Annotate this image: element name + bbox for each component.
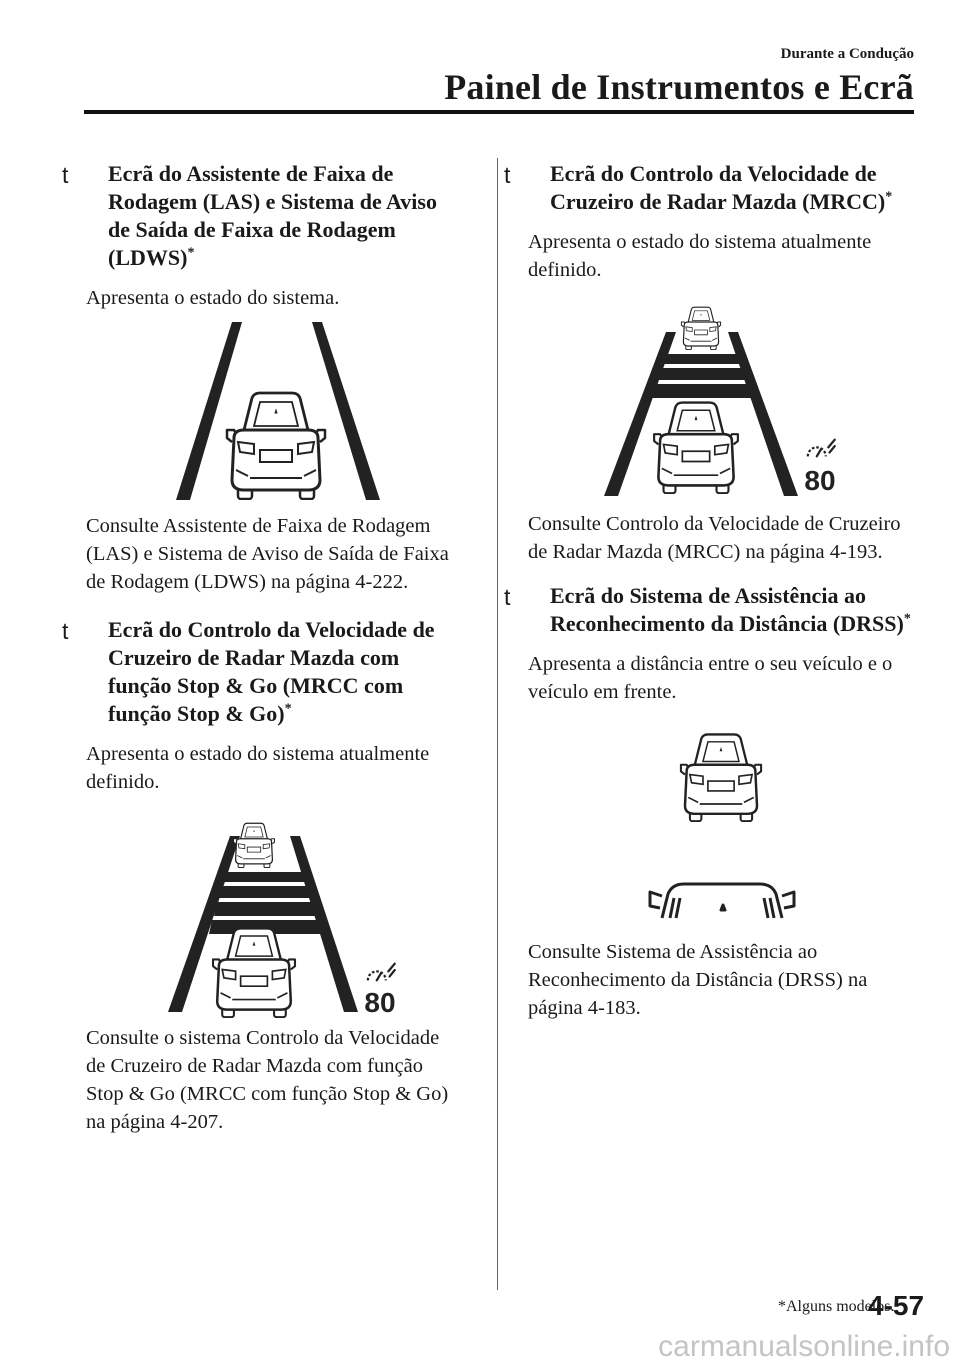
section-drss	[504, 582, 924, 1022]
section-las-ldws	[62, 160, 462, 596]
bullet-icon: t	[62, 162, 69, 188]
section-description: Apresenta o estado do sistema.	[86, 287, 340, 309]
left-column	[62, 160, 462, 1136]
right-column	[504, 160, 924, 1022]
leading-vehicle-icon	[681, 734, 761, 821]
asterisk-mark: *	[903, 611, 911, 627]
leading-vehicle-icon	[234, 823, 275, 867]
lane-assist-display-figure	[62, 318, 462, 506]
right-lane-line-icon	[312, 322, 380, 500]
section-mrcc-stop-go	[62, 616, 462, 1136]
section-reference: Consulte Sistema de Assistência ao Reconhecimento da Distância (DRSS) na página 4-183.	[528, 941, 868, 1019]
section-heading: t Ecrã do Assistente de Faixa de Rodagem (LAS) e Sistema de Aviso de Saída de Faixa de Rodagem (LDWS)*	[62, 161, 437, 270]
section-heading: t Ecrã do Sistema de Assistência ao Reconhecimento da Distância (DRSS)*	[504, 583, 911, 636]
radar-icon	[808, 440, 835, 457]
page-number: 4-57	[868, 1290, 925, 1321]
bullet-icon: t	[504, 584, 511, 610]
asterisk-mark: *	[885, 189, 893, 205]
mrcc-stop-go-display-figure	[62, 822, 462, 1018]
drss-display-figure	[504, 728, 924, 924]
running-header-section: Durante a Condução	[780, 46, 914, 62]
section-heading: t Ecrã do Controlo da Velocidade de Cruzeiro de Radar Mazda com função Stop & Go (MRCC com função Stop & Go)*	[62, 617, 435, 726]
section-reference: Consulte Assistente de Faixa de Rodagem (LAS) e Sistema de Aviso de Saída de Faixa de Rodagem (LDWS) na página 4-222.	[86, 515, 449, 593]
vehicle-icon	[227, 393, 325, 499]
mrcc-display-figure	[504, 302, 924, 500]
leading-vehicle-icon	[681, 307, 720, 349]
bullet-icon: t	[62, 618, 69, 644]
section-mrcc	[504, 160, 924, 566]
running-header-chapter: Painel de Instrumentos e Ecrã	[444, 67, 914, 107]
header-rule	[84, 110, 914, 114]
section-description: Apresenta a distância entre o seu veículo e o veículo em frente.	[528, 653, 893, 703]
section-reference: Consulte o sistema Controlo da Velocidade de Cruzeiro de Radar Mazda com função Stop & Go (MRCC com função Stop & Go) na página 4-207.	[86, 1027, 449, 1133]
watermark: carmanualsonline.info	[658, 1330, 950, 1362]
asterisk-mark: *	[284, 701, 292, 717]
set-speed-value: 80	[364, 987, 396, 1018]
distance-bars	[652, 354, 754, 398]
asterisk-mark: *	[187, 245, 195, 261]
footnote: *Alguns modelos.	[778, 1298, 895, 1315]
bullet-icon: t	[504, 162, 511, 188]
section-heading: t Ecrã do Controlo da Velocidade de Cruzeiro de Radar Mazda (MRCC)*	[504, 161, 893, 214]
section-description: Apresenta o estado do sistema atualmente definido.	[86, 743, 430, 793]
column-divider	[497, 158, 498, 1290]
section-description: Apresenta o estado do sistema atualmente definido.	[528, 231, 872, 281]
vehicle-icon	[654, 403, 738, 494]
radar-icon	[368, 964, 395, 981]
vehicle-icon	[213, 929, 295, 1018]
section-reference: Consulte Controlo da Velocidade de Cruzeiro de Radar Mazda (MRCC) na página 4-193.	[528, 513, 901, 563]
set-speed-value: 80	[804, 465, 836, 496]
distance-bars	[209, 872, 321, 934]
own-vehicle-hood-icon	[650, 884, 794, 918]
